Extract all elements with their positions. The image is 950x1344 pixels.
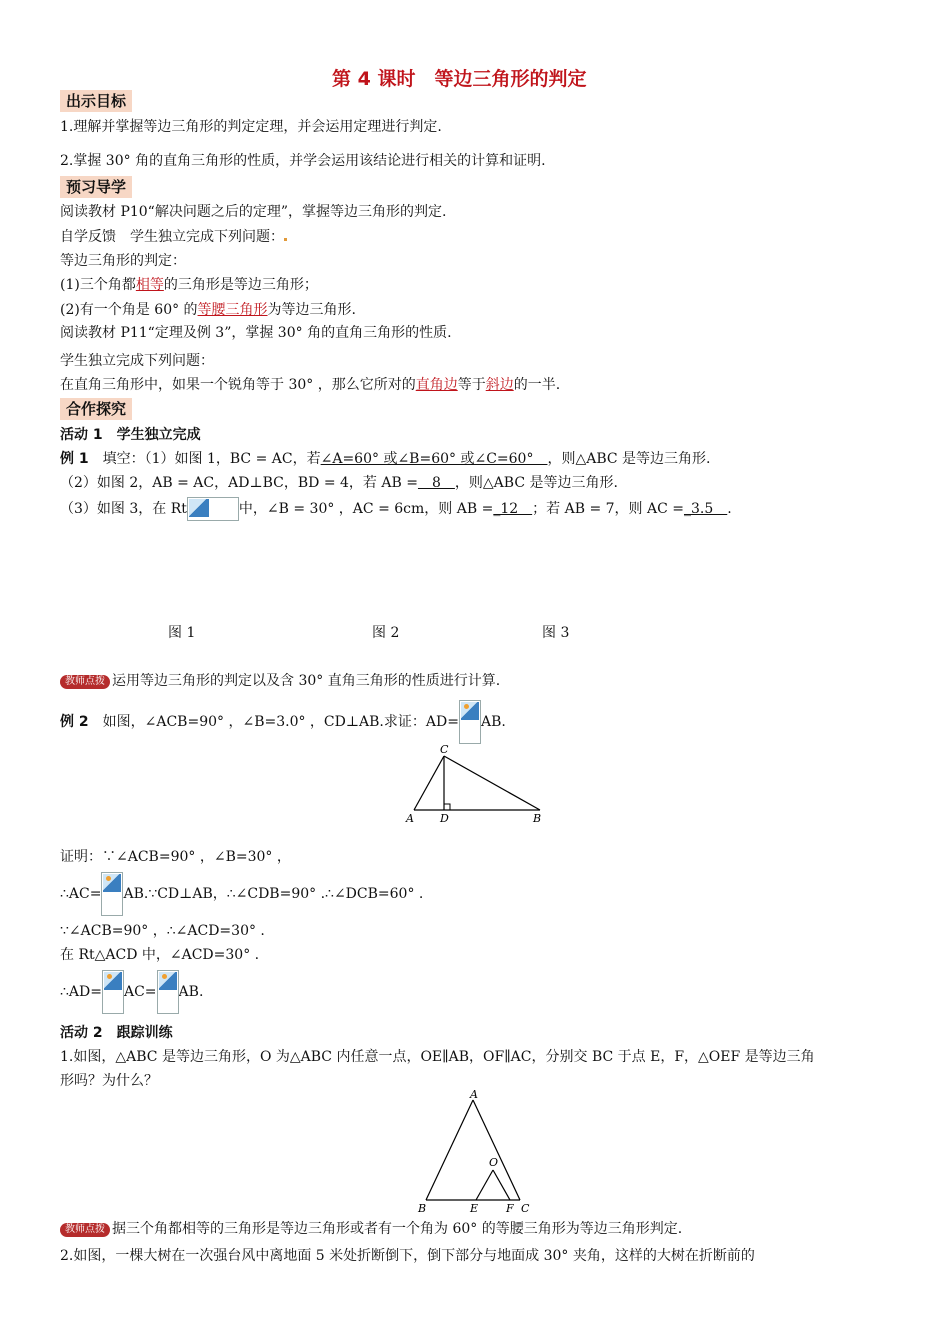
ex1-3a: （3）如图 3，在 Rt — [60, 501, 187, 517]
proof-2a: ∴AC= — [60, 886, 102, 902]
example2-label: 例 2 — [60, 714, 89, 730]
figure-1-caption: 图 1 — [168, 625, 196, 641]
section-preview: 预习导学 — [60, 176, 132, 198]
section-goals: 出示目标 — [60, 90, 132, 112]
proof-line-4: 在 Rt△ACD 中，∠ACD=30° . — [60, 947, 260, 963]
figure-3-caption: 图 3 — [542, 625, 570, 641]
proof-line-5 — [60, 970, 203, 1014]
preview-5a: (2)有一个角是 60° 的 — [60, 302, 198, 318]
preview-line-1: 阅读教材 P10“解决问题之后的定理”，掌握等边三角形的判定. — [60, 204, 447, 220]
example2-line — [60, 700, 506, 744]
example2-figure — [400, 740, 560, 830]
label-A: A — [470, 1088, 478, 1101]
mark-dot — [284, 238, 287, 241]
ex1-a: 填空：（1）如图 1，BC = AC，若 — [88, 451, 321, 467]
question1-figure — [410, 1088, 540, 1216]
tip-2-text: 据三个角都相等的三角形是等边三角形或者有一个角为 60° 的等腰三角形为等边三角形判定. — [112, 1221, 683, 1237]
proof-5a: ∴AD= — [60, 984, 102, 1000]
question-1-line-2: 形吗？为什么？ — [60, 1073, 158, 1089]
activity2-heading: 活动 2 跟踪训练 — [60, 1025, 173, 1041]
proof-2b: AB.∵CD⊥AB，∴∠CDB=90° .∴∠DCB=60° . — [123, 886, 424, 902]
example1-line2 — [60, 474, 618, 492]
label-B: B — [533, 812, 542, 825]
ex2-a: 如图，∠ACB=90° ，∠B=3.0° ，CD⊥AB.求证：AD= — [88, 714, 459, 730]
answer-hypotenuse: 斜边 — [485, 377, 514, 393]
figure-2-caption: 图 2 — [372, 625, 400, 641]
teacher-tip-2 — [60, 1220, 682, 1238]
preview-8a: 在直角三角形中，如果一个锐角等于 30° ，那么它所对的 — [60, 377, 416, 393]
preview-line-2-text: 自学反馈 学生独立完成下列问题： — [60, 229, 284, 245]
answer-isosceles: 等腰三角形 — [197, 302, 268, 318]
preview-8c: 等于 — [457, 377, 486, 393]
proof-5b: AC= — [123, 984, 157, 1000]
preview-line-6: 阅读教材 P11“定理及例 3”，掌握 30° 角的直角三角形的性质. — [60, 325, 452, 341]
ex2-b: AB. — [480, 714, 506, 730]
label-F: F — [506, 1202, 514, 1215]
ex1-b: ，则△ABC 是等边三角形. — [547, 451, 711, 467]
proof-line-2 — [60, 872, 423, 916]
teacher-tip-1 — [60, 672, 500, 690]
ex1-3c: ；若 AB = 7，则 AC = — [532, 501, 684, 517]
preview-5c: 为等边三角形. — [267, 302, 356, 318]
activity1-heading: 活动 1 学生独立完成 — [60, 427, 201, 443]
label-E: E — [470, 1202, 479, 1215]
fraction-half-image — [157, 970, 179, 1014]
proof-line-1: 证明：∵∠ACB=90° ，∠B=30° ， — [60, 849, 291, 865]
ex1-answer-3: _12 — [493, 501, 533, 517]
label-C: C — [440, 743, 449, 756]
tip-1-text: 运用等边三角形的判定以及含 30° 直角三角形的性质进行计算. — [112, 673, 501, 689]
proof-5c: AB. — [178, 984, 204, 1000]
preview-line-3: 等边三角形的判定： — [60, 253, 186, 269]
ex1-2b: ，则△ABC 是等边三角形. — [454, 475, 618, 491]
teacher-tip-badge: 教师点拨 — [60, 675, 110, 689]
preview-line-8 — [60, 376, 560, 394]
ex1-3d: . — [727, 501, 732, 517]
preview-line-7: 学生独立完成下列问题： — [60, 353, 214, 369]
page-title: 第 4 课时 等边三角形的判定 — [332, 68, 587, 90]
teacher-tip-badge: 教师点拨 — [60, 1223, 110, 1237]
example1-label: 例 1 — [60, 451, 89, 467]
goal-2: 2.掌握 30° 角的直角三角形的性质，并学会运用该结论进行相关的计算和证明. — [60, 153, 546, 169]
answer-equal: 相等 — [135, 277, 164, 293]
preview-4a: (1)三个角都 — [60, 277, 136, 293]
label-D: D — [440, 812, 449, 825]
label-O: O — [489, 1156, 499, 1169]
preview-line-5 — [60, 301, 356, 319]
label-A: A — [406, 812, 414, 825]
goal-1: 1.理解并掌握等边三角形的判定定理，并会运用定理进行判定. — [60, 119, 442, 135]
preview-8e: 的一半. — [513, 377, 561, 393]
fraction-half-image — [101, 872, 123, 916]
preview-line-2 — [60, 228, 287, 246]
section-explore: 合作探究 — [60, 398, 132, 420]
example1-line1 — [60, 450, 711, 468]
proof-line-3: ∵∠ACB=90° ，∴∠ACD=30° . — [60, 923, 265, 939]
triangle-symbol-image — [187, 497, 239, 521]
question-1-line-1: 1.如图，△ABC 是等边三角形，O 为△ABC 内任意一点，OE∥AB，OF∥AC，分别交 BC 于点 E，F，△OEF 是等边三角 — [60, 1049, 815, 1065]
ex1-3b: 中，∠B = 30° ，AC = 6cm，则 AB = — [238, 501, 494, 517]
answer-leg: 直角边 — [415, 377, 458, 393]
ex1-answer-4: _3.5 — [683, 501, 728, 517]
fraction-half-image — [459, 700, 481, 744]
label-B: B — [418, 1202, 427, 1215]
preview-4c: 的三角形是等边三角形； — [163, 277, 318, 293]
question-2-line-1: 2.如图，一棵大树在一次强台风中离地面 5 米处折断倒下，倒下部分与地面成 30° 夹角，这样的大树在折断前的 — [60, 1248, 755, 1264]
label-C: C — [521, 1202, 530, 1215]
ex1-2a: （2）如图 2，AB = AC，AD⊥BC，BD = 4，若 AB = — [60, 475, 418, 491]
preview-line-4 — [60, 276, 318, 294]
example1-line3 — [60, 497, 732, 521]
ex1-answer-2: 8 — [417, 475, 455, 491]
fraction-half-image — [102, 970, 124, 1014]
ex1-answer-1: ∠A=60° 或∠B=60° 或∠C=60° — [320, 451, 548, 467]
